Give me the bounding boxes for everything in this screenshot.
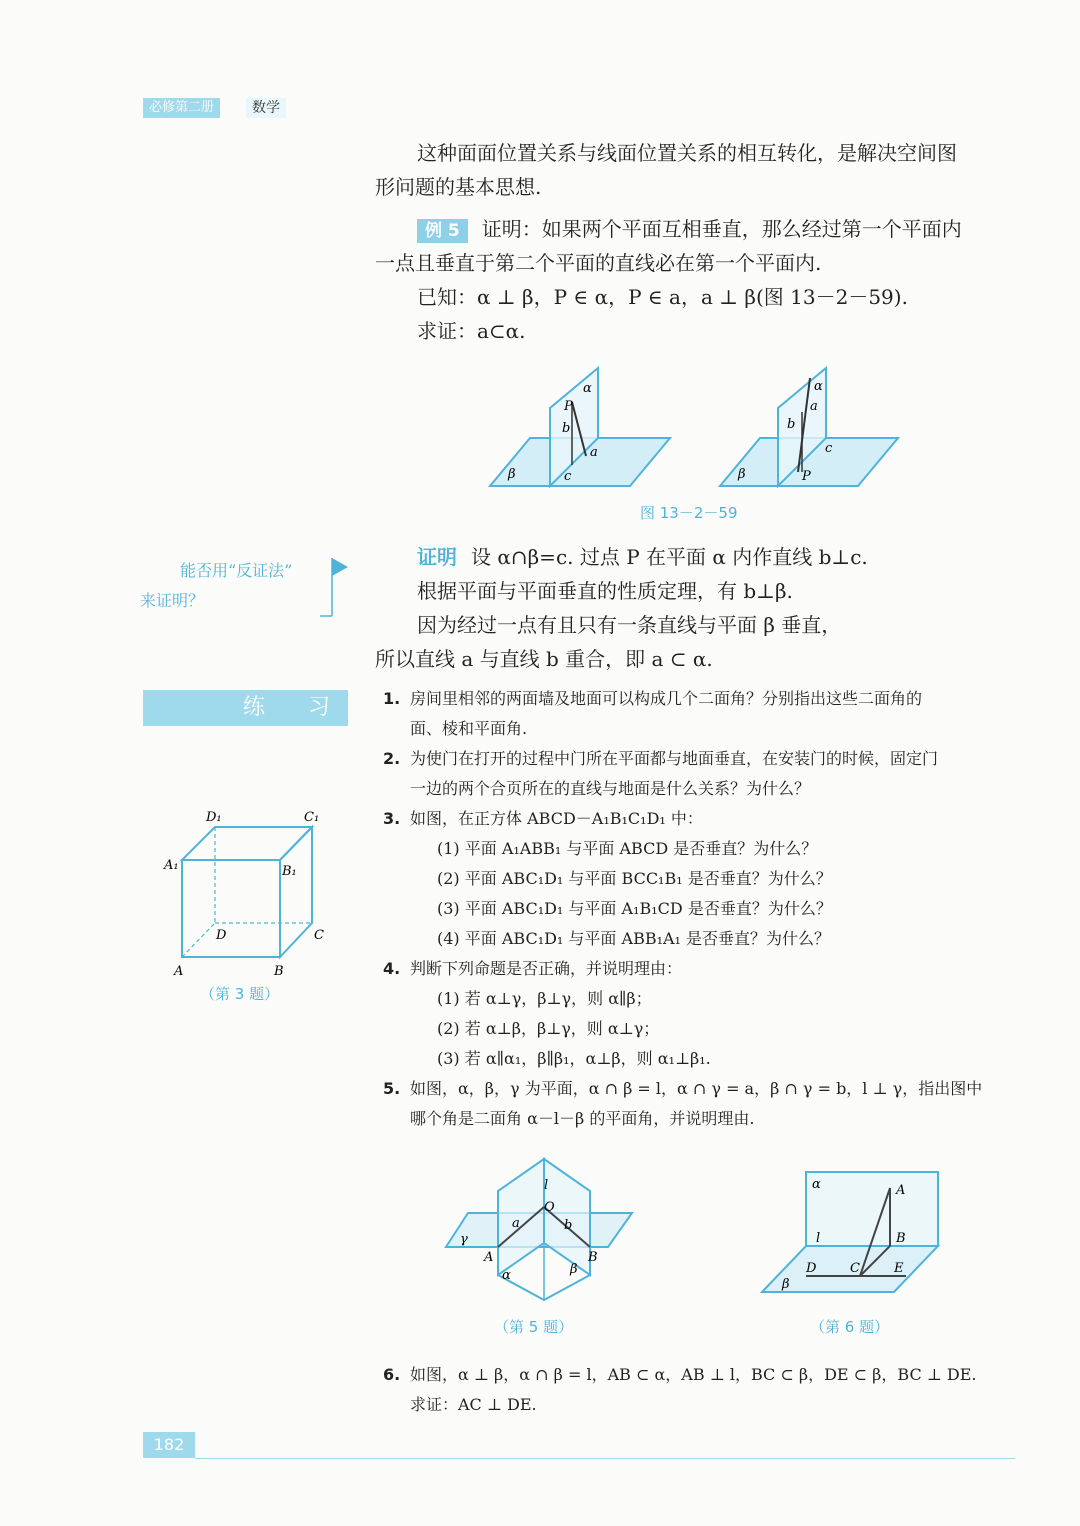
book-volume-tag: 必修第二册 bbox=[143, 98, 220, 118]
exercise-number: 3. bbox=[383, 809, 401, 828]
exercise-2 bbox=[383, 744, 1023, 804]
exercise-number: 5. bbox=[383, 1079, 401, 1098]
proof-text-1: 设 α∩β=c. 过点 P 在平面 α 内作直线 b⊥c. bbox=[471, 545, 868, 569]
proof-label: 证明 bbox=[417, 545, 457, 569]
exercise-sub-item: (3) 若 α∥α₁，β∥β₁，α⊥β，则 α₁⊥β₁. bbox=[437, 1049, 711, 1068]
label-a: a bbox=[512, 1216, 520, 1231]
label-B: B bbox=[274, 964, 284, 979]
proof-line-3: 因为经过一点有且只有一条直线与平面 β 垂直， bbox=[417, 613, 842, 637]
label-l: l bbox=[816, 1231, 821, 1246]
label-alpha: α bbox=[583, 381, 592, 396]
intro-line-2: 形问题的基本思想. bbox=[375, 175, 542, 199]
label-A1: A₁ bbox=[164, 858, 179, 873]
exercise-5-caption: （第 5 题） bbox=[494, 1318, 574, 1336]
label-B: B bbox=[588, 1250, 598, 1265]
label-beta: β bbox=[570, 1262, 578, 1277]
exercise-sub-item: (1) 若 α⊥γ，β⊥γ，则 α∥β； bbox=[437, 989, 652, 1008]
proof-line-2: 根据平面与平面垂直的性质定理，有 b⊥β. bbox=[417, 579, 793, 603]
label-l: l bbox=[544, 1178, 549, 1193]
example-statement-2: 一点且垂直于第二个平面的直线必在第一个平面内. bbox=[375, 251, 822, 275]
exercise-1 bbox=[383, 684, 1023, 744]
exercise-sub-item: (2) 平面 ABC₁D₁ 与平面 BCC₁B₁ 是否垂直？为什么？ bbox=[437, 869, 832, 888]
label-B: B bbox=[896, 1231, 906, 1246]
label-A: A bbox=[896, 1183, 906, 1198]
label-C: C bbox=[314, 928, 324, 943]
label-a-r: a bbox=[810, 399, 818, 414]
exercise-6-item bbox=[383, 1360, 1023, 1420]
cube-figure bbox=[160, 805, 340, 985]
exercise-line: 如图，α ⊥ β，α ∩ β = l，AB ⊂ α，AB ⊥ l，BC ⊂ β，DE ⊂ β，BC ⊥ DE. bbox=[410, 1365, 977, 1384]
side-note-line-1: 能否用“反证法” bbox=[180, 561, 293, 580]
label-beta: β bbox=[508, 467, 516, 482]
label-alpha-r: α bbox=[814, 379, 823, 394]
exercise-5 bbox=[383, 1074, 1023, 1134]
plane-alpha bbox=[806, 1172, 938, 1246]
proof-line-4: 所以直线 a 与直线 b 重合，即 a ⊂ α. bbox=[375, 647, 713, 671]
side-note-line-2: 来证明？ bbox=[140, 591, 205, 610]
plane-beta bbox=[544, 1159, 590, 1275]
exercise-line: 为使门在打开的过程中门所在平面都与地面垂直，在安装门的时候，固定门 bbox=[410, 749, 939, 768]
label-A: A bbox=[174, 964, 184, 979]
exercise-line: 求证：AC ⊥ DE. bbox=[410, 1395, 537, 1414]
figure-13-2-59 bbox=[480, 360, 920, 500]
label-a: a bbox=[590, 445, 598, 460]
exercise-4 bbox=[383, 954, 1023, 1074]
label-beta-r: β bbox=[738, 467, 746, 482]
example-prove: 求证：a⊂α. bbox=[417, 319, 526, 343]
exercise-6-caption: （第 6 题） bbox=[810, 1318, 890, 1336]
label-A: A bbox=[484, 1250, 494, 1265]
exercise-line: 如图，在正方体 ABCD－A₁B₁C₁D₁ 中： bbox=[410, 809, 703, 828]
label-O: O bbox=[544, 1200, 555, 1215]
label-D1: D₁ bbox=[206, 810, 222, 825]
figure-59-right bbox=[720, 368, 898, 486]
label-E: E bbox=[894, 1261, 904, 1276]
label-D: D bbox=[216, 928, 227, 943]
exercise-3 bbox=[383, 804, 1023, 954]
exercise-number: 4. bbox=[383, 959, 401, 978]
figure-59-caption: 图 13－2－59 bbox=[640, 504, 738, 522]
label-alpha: α bbox=[502, 1268, 511, 1283]
exercise-6-figure bbox=[756, 1168, 946, 1298]
side-note-flag-icon bbox=[318, 556, 350, 620]
label-alpha: α bbox=[812, 1177, 821, 1192]
exercise-sub-item: (2) 若 α⊥β，β⊥γ，则 α⊥γ； bbox=[437, 1019, 660, 1038]
label-gamma: γ bbox=[460, 1232, 468, 1247]
exercise-list bbox=[383, 684, 1023, 1134]
exercise-5-figure bbox=[440, 1155, 640, 1315]
label-c: c bbox=[564, 469, 572, 484]
label-b: b bbox=[564, 1218, 573, 1233]
label-beta: β bbox=[782, 1277, 790, 1292]
exercise-number: 2. bbox=[383, 749, 401, 768]
label-c-r: c bbox=[825, 441, 833, 456]
example-text-1: 证明：如果两个平面互相垂直，那么经过第一个平面内 bbox=[481, 217, 962, 241]
exercise-line: 面、棱和平面角. bbox=[410, 719, 528, 738]
exercise-number: 6. bbox=[383, 1365, 401, 1384]
label-B1: B₁ bbox=[282, 864, 297, 879]
figure-59-left bbox=[490, 368, 670, 486]
exercise-sub-item: (1) 平面 A₁ABB₁ 与平面 ABCD 是否垂直？为什么？ bbox=[437, 839, 818, 858]
example-statement-1 bbox=[375, 212, 1015, 246]
side-note bbox=[140, 556, 330, 616]
exercise-number: 1. bbox=[383, 689, 401, 708]
exercise-sub-item: (4) 平面 ABC₁D₁ 与平面 ABB₁A₁ 是否垂直？为什么？ bbox=[437, 929, 831, 948]
label-b: b bbox=[562, 421, 571, 436]
exercise-line: 如图，α，β，γ 为平面，α ∩ β = l，α ∩ γ = a，β ∩ γ = b，l ⊥ γ，指出图中 bbox=[410, 1079, 983, 1098]
plane-alpha bbox=[498, 1159, 544, 1275]
example-given: 已知：α ⊥ β，P ∈ α，P ∈ a，a ⊥ β(图 13－2－59). bbox=[417, 285, 908, 309]
exercise-sub-item: (3) 平面 ABC₁D₁ 与平面 A₁B₁CD 是否垂直？为什么？ bbox=[437, 899, 832, 918]
label-b-r: b bbox=[787, 417, 796, 432]
cube-caption: （第 3 题） bbox=[200, 985, 280, 1003]
page-number: 182 bbox=[143, 1432, 195, 1458]
proof-line-1 bbox=[375, 540, 1015, 574]
intro-line-1: 这种面面位置关系与线面位置关系的相互转化，是解决空间图 bbox=[417, 141, 957, 165]
label-P: P bbox=[564, 399, 573, 414]
footer-rule bbox=[195, 1458, 1015, 1459]
proof bbox=[375, 540, 1015, 676]
label-P-r: P bbox=[802, 469, 811, 484]
practice-title: 练 习 bbox=[143, 690, 348, 726]
label-C: C bbox=[850, 1261, 860, 1276]
example-5 bbox=[375, 212, 1015, 348]
exercise-line: 房间里相邻的两面墙及地面可以构成几个二面角？分别指出这些二面角的 bbox=[410, 689, 923, 708]
exercise-line: 判断下列命题是否正确，并说明理由： bbox=[410, 959, 683, 978]
subject-tag: 数学 bbox=[246, 98, 286, 118]
exercise-6 bbox=[383, 1360, 1023, 1420]
example-label: 例 5 bbox=[417, 219, 468, 243]
exercise-line: 哪个角是二面角 α－l－β 的平面角，并说明理由. bbox=[410, 1109, 755, 1128]
intro-paragraph bbox=[375, 136, 1015, 204]
exercise-line: 一边的两个合页所在的直线与地面是什么关系？为什么？ bbox=[410, 779, 811, 798]
label-D: D bbox=[806, 1261, 817, 1276]
label-C1: C₁ bbox=[304, 810, 320, 825]
